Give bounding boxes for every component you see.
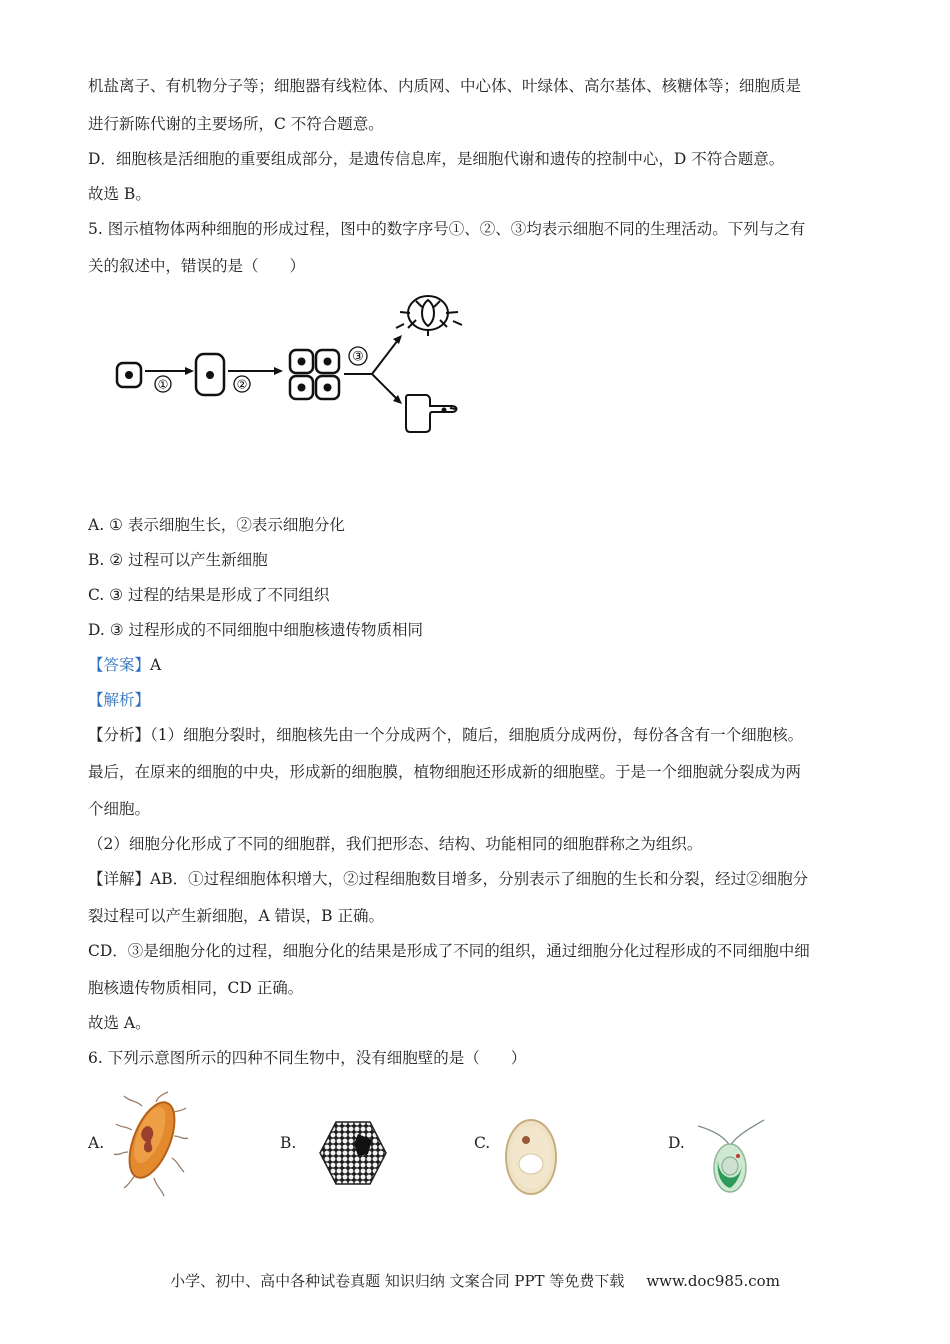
detail-text: AB．①过程细胞体积增大，②过程细胞数目增多，分别表示了细胞的生长和分裂，经过②细胞分: [150, 870, 809, 888]
analysis-line: [88, 725, 803, 745]
chlamydomonas-icon: [694, 1116, 766, 1198]
analysis-line: 个细胞。: [88, 800, 151, 818]
analysis-tag: 【解析】: [88, 691, 151, 709]
page-footer: [0, 1270, 950, 1291]
option-d: D. ③ 过程形成的不同细胞中细胞核遗传物质相同: [88, 621, 424, 639]
text-line: 进行新陈代谢的主要场所，C 不符合题意。: [88, 115, 384, 133]
analysis-heading: [88, 690, 150, 710]
footer-url[interactable]: www.doc985.com: [646, 1272, 780, 1290]
arrow-icon: [185, 367, 194, 375]
analysis-text: （1）细胞分裂时，细胞核先由一个分成两个，随后，细胞质分成两份，每份各含有一个细胞核。: [150, 726, 804, 744]
label-2: ②: [236, 377, 248, 392]
footer-text: 小学、初中、高中各种试卷真题 知识归纳 文案合同 PPT 等免费下载: [170, 1272, 625, 1290]
divided-cells-icon: [290, 350, 339, 399]
yeast-cell-icon: [504, 1118, 558, 1196]
question-5-stem: 关的叙述中，错误的是（ ）: [88, 257, 306, 275]
detail-line: 裂过程可以产生新细胞，A 错误，B 正确。: [88, 907, 384, 925]
fenxi-tag: 【分析】: [88, 726, 151, 744]
option-c: C. ③ 过程的结果是形成了不同组织: [88, 586, 330, 604]
q6-option-b-label: B.: [280, 1134, 297, 1152]
analysis-line: （2）细胞分化形成了不同的细胞群，我们把形态、结构、功能相同的细胞群称之为组织。: [88, 835, 703, 853]
detail-line: [88, 869, 808, 889]
bacterium-icon: [112, 1092, 192, 1202]
guard-cell-icon: [396, 296, 462, 336]
analysis-line: 最后，在原来的细胞的中央，形成新的细胞膜，植物细胞还形成新的细胞壁。于是一个细胞就分裂成为两: [88, 763, 802, 781]
option-a: A. ① 表示细胞生长，②表示细胞分化: [88, 516, 345, 534]
detail-tag: 【详解】: [88, 870, 151, 888]
detail-line: 胞核遗传物质相同，CD 正确。: [88, 979, 304, 997]
detail-line: 故选 A。: [88, 1014, 151, 1032]
question-6-stem: 6. 下列示意图所示的四种不同生物中，没有细胞壁的是（ ）: [88, 1049, 527, 1067]
label-3: ③: [352, 349, 364, 365]
text-line: 故选 B。: [88, 185, 151, 203]
text-line: D．细胞核是活细胞的重要组成部分，是遗传信息库，是细胞代谢和遗传的控制中心，D 不符合题意。: [88, 150, 785, 168]
answer-tag: 【答案】: [88, 656, 151, 674]
answer-line: [88, 655, 161, 675]
root-hair-cell-icon: [406, 395, 457, 432]
text-line: 机盐离子、有机物分子等；细胞器有线粒体、内质网、中心体、叶绿体、高尔基体、核糖体等；细胞质是: [88, 77, 802, 95]
answer-value: A: [150, 656, 162, 674]
q6-option-d-label: D.: [668, 1134, 685, 1152]
option-b: B. ② 过程可以产生新细胞: [88, 551, 268, 569]
cell-process-diagram: [110, 290, 470, 440]
arrow-icon: [274, 367, 283, 375]
q6-option-c-label: C.: [474, 1134, 491, 1152]
label-1: ①: [157, 377, 169, 392]
question-5-stem: 5. 图示植物体两种细胞的形成过程，图中的数字序号①、②、③均表示细胞不同的生理活动。下列与之有: [88, 220, 806, 238]
q6-option-a-label: A.: [88, 1134, 105, 1152]
virus-icon: [318, 1120, 388, 1186]
detail-line: CD．③是细胞分化的过程，细胞分化的结果是形成了不同的组织，通过细胞分化过程形成的不同细胞中细: [88, 942, 810, 960]
